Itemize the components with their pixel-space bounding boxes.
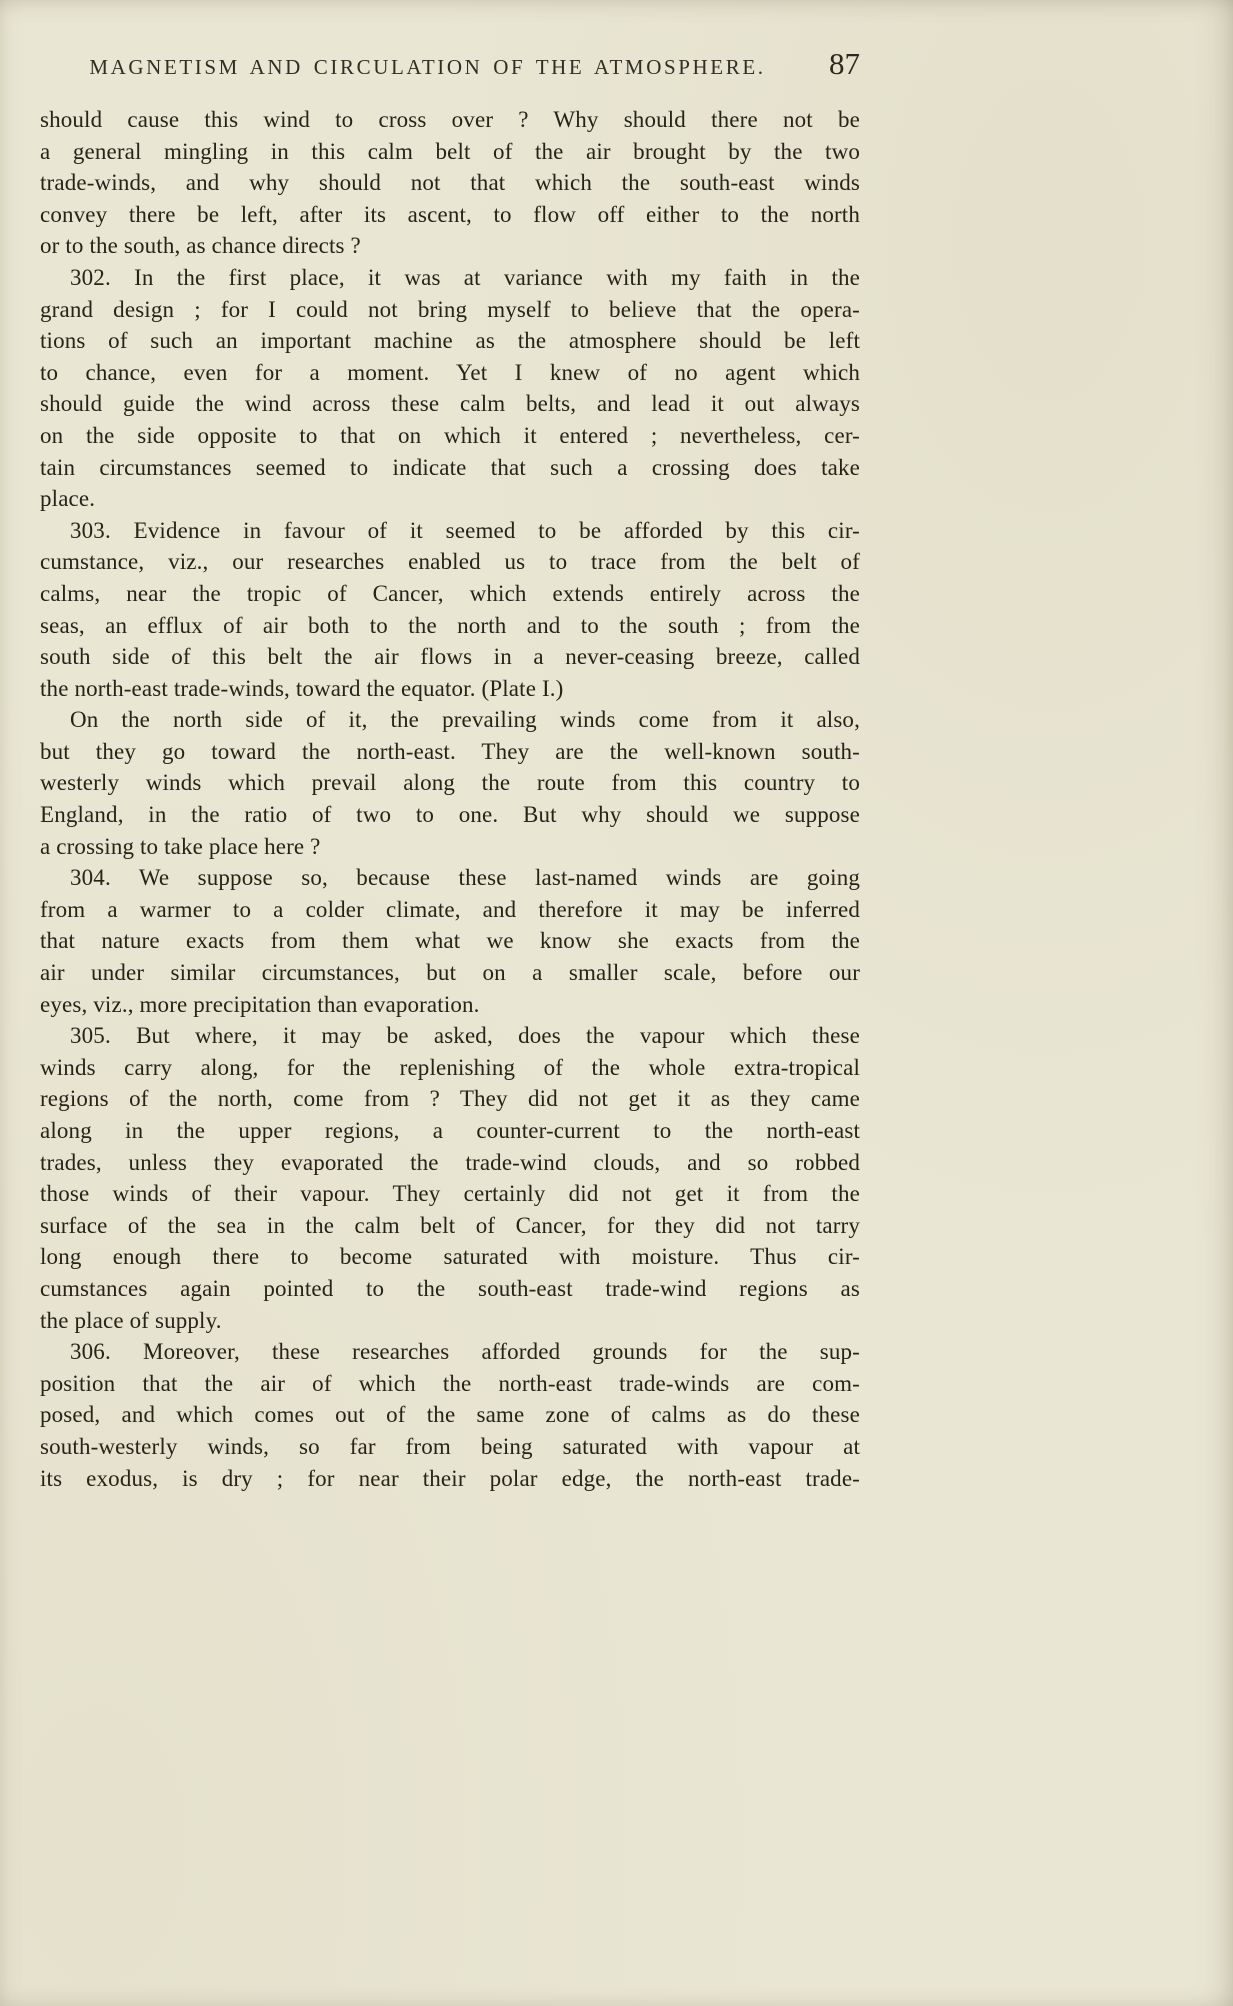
text-line: along in the upper regions, a counter-current to the north-east xyxy=(40,1118,860,1143)
text-line: a crossing to take place here ? xyxy=(40,833,321,859)
text-line: On the north side of it, the prevailing winds come from it also, xyxy=(70,707,860,733)
text-line: tain circumstances seemed to indicate that such a crossing does take xyxy=(40,454,860,480)
text-line: England, in the ratio of two to one. But why should we suppose xyxy=(40,802,860,828)
text-line: should guide the wind across these calm belts, and lead it out always xyxy=(40,391,860,417)
text-line: 306. Moreover, these researches afforded grounds for the sup- xyxy=(70,1339,860,1365)
text-line: posed, and which comes out of the same zone of calms as do these xyxy=(40,1402,860,1428)
text-line: seas, an efflux of air both to the north and to the south ; from the xyxy=(40,612,860,638)
text-line: 304. We suppose so, because these last-named winds are going xyxy=(70,865,860,891)
text-line: or to the south, as chance directs ? xyxy=(40,233,361,259)
paragraph xyxy=(40,1020,860,1336)
text-line: air under similar circumstances, but on a smaller scale, before our xyxy=(40,960,860,986)
text-line: grand design ; for I could not bring myself to believe that the opera- xyxy=(40,296,860,322)
paragraph xyxy=(40,1336,860,1494)
text-line: place. xyxy=(40,486,96,512)
text-line: trades, unless they evaporated the trade-wind clouds, and so robbed xyxy=(40,1149,860,1175)
text-line: south side of this belt the air flows in a never-ceasing breeze, called xyxy=(40,644,860,670)
text-line: position that the air of which the north-east trade-winds are com- xyxy=(40,1370,860,1396)
paragraph xyxy=(40,862,860,1020)
text-line: westerly winds which prevail along the route from this country to xyxy=(40,770,860,796)
text-line: 303. Evidence in favour of it seemed to be afforded by this cir- xyxy=(70,517,860,543)
text-line: convey there be left, after its ascent, to flow off either to the north xyxy=(40,201,860,227)
text-line: those winds of their vapour. They certainly did not get it from the xyxy=(40,1181,860,1207)
text-line: a general mingling in this calm belt of the air brought by the two xyxy=(40,138,860,164)
text-line: winds carry along, for the replenishing of the whole extra-tropical xyxy=(40,1054,860,1080)
paragraph xyxy=(40,704,860,862)
paragraph xyxy=(40,515,860,705)
text-line: eyes, viz., more precipitation than evaporation. xyxy=(40,991,480,1017)
text-line: trade-winds, and why should not that which the south-east winds xyxy=(40,170,860,196)
page-body xyxy=(40,104,860,1494)
text-line: the place of supply. xyxy=(40,1307,222,1333)
paragraph xyxy=(40,104,860,262)
page-header xyxy=(40,46,860,82)
paragraph xyxy=(40,262,860,515)
text-line: cumstance, viz., our researches enabled us to trace from the belt of xyxy=(40,549,860,575)
text-line: on the side opposite to that on which it entered ; nevertheless, cer- xyxy=(40,422,860,448)
text-line: to chance, even for a moment. Yet I knew of no agent which xyxy=(40,359,860,385)
text-line: tions of such an important machine as the atmosphere should be left xyxy=(40,328,860,354)
running-header-title: MAGNETISM AND CIRCULATION OF THE ATMOSPHERE. xyxy=(89,55,766,79)
text-line: but they go toward the north-east. They are the well-known south- xyxy=(40,738,860,764)
text-line: calms, near the tropic of Cancer, which extends entirely across the xyxy=(40,580,860,606)
text-line: south-westerly winds, so far from being saturated with vapour at xyxy=(40,1433,860,1459)
text-line: surface of the sea in the calm belt of Cancer, for they did not tarry xyxy=(40,1212,860,1238)
text-line: cumstances again pointed to the south-east trade-wind regions as xyxy=(40,1275,860,1301)
page-number: 87 xyxy=(829,46,860,81)
text-line: that nature exacts from them what we know she exacts from the xyxy=(40,928,860,954)
text-line: from a warmer to a colder climate, and therefore it may be inferred xyxy=(40,896,860,922)
text-line: long enough there to become saturated with moisture. Thus cir- xyxy=(40,1244,860,1270)
text-line: the north-east trade-winds, toward the equator. (Plate I.) xyxy=(40,675,564,701)
text-line: its exodus, is dry ; for near their polar edge, the north-east trade- xyxy=(40,1465,860,1491)
text-line: 302. In the first place, it was at variance with my faith in the xyxy=(70,264,860,290)
text-line: should cause this wind to cross over ? Why should there not be xyxy=(40,107,860,132)
text-line: 305. But where, it may be asked, does the vapour which these xyxy=(70,1023,860,1049)
text-line: regions of the north, come from ? They did not get it as they came xyxy=(40,1086,860,1112)
